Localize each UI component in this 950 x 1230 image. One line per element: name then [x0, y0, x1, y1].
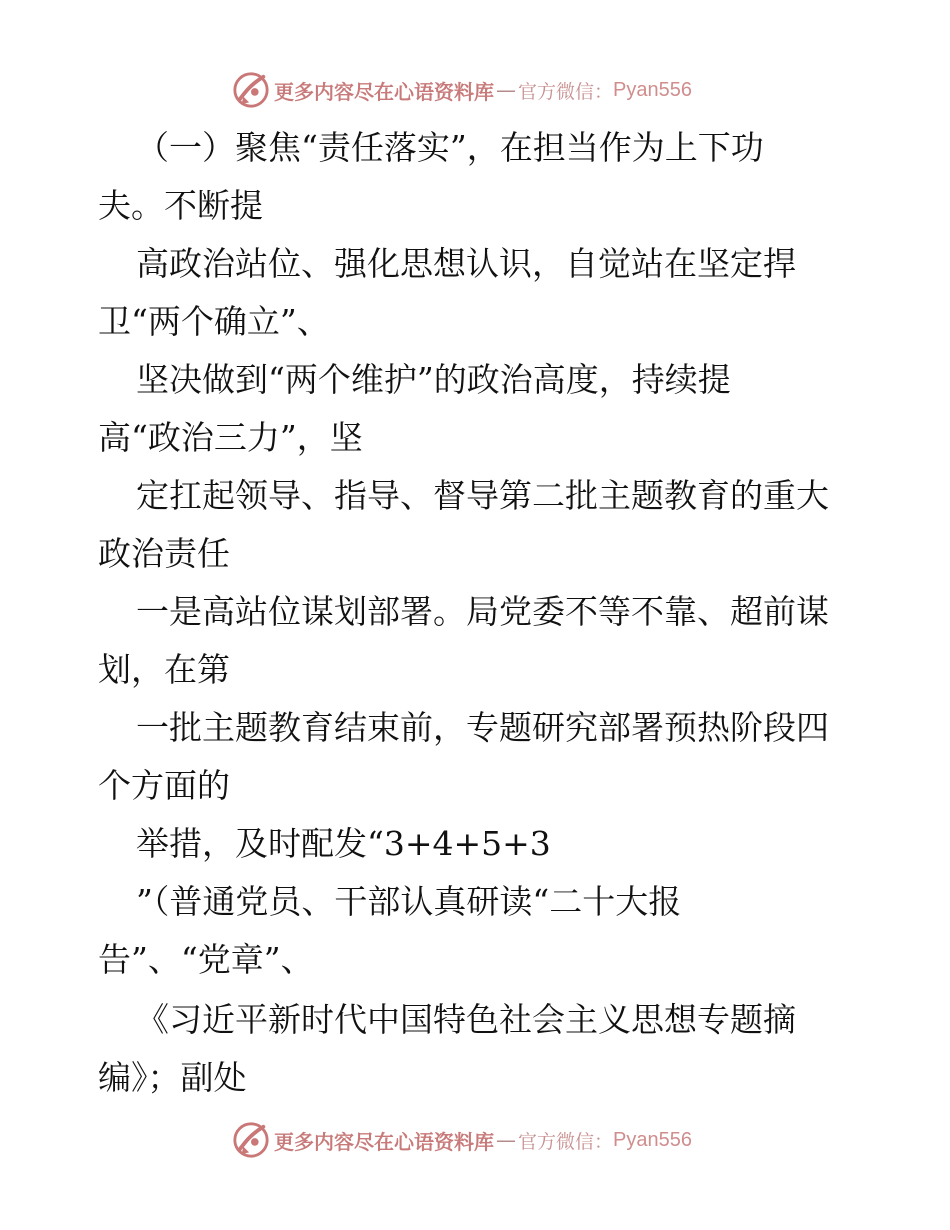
pen-seal-icon	[232, 1121, 270, 1159]
footer-watermark	[232, 1120, 692, 1160]
header-watermark	[232, 70, 692, 110]
text-line: 坚决做到“两个维护”的政治高度，持续提	[136, 360, 731, 399]
text-line: ”（普通党员、干部认真研读“二十大报	[136, 882, 682, 921]
watermark-wechat-label: 官方微信：	[518, 1130, 614, 1153]
watermark-wechat-id: Pyan556	[613, 1128, 692, 1151]
text-line: 高“政治三力”，坚	[98, 418, 363, 457]
watermark-dash: —	[496, 1128, 516, 1152]
text-line: 高政治站位、强化思想认识，自觉站在坚定捍	[136, 244, 796, 283]
text-line: 夫。不断提	[98, 186, 263, 225]
text-line: 个方面的	[98, 766, 230, 805]
text-line: 一是高站位谋划部署。局党委不等不靠、超前谋	[136, 592, 829, 631]
text-line: 政治责任	[98, 534, 230, 573]
text-line: 定扛起领导、指导、督导第二批主题教育的重大	[136, 476, 829, 515]
watermark-wechat-id: Pyan556	[613, 78, 692, 101]
text-line: 告”、“党章”、	[98, 940, 314, 979]
text-line: 一批主题教育结束前，专题研究部署预热阶段四	[136, 708, 829, 747]
text-line: （一）聚焦“责任落实”，在担当作为上下功	[136, 128, 764, 167]
watermark-dash: —	[496, 78, 516, 102]
pen-seal-icon	[232, 71, 270, 109]
text-line: 举措，及时配发“3+4+5+3	[136, 824, 551, 863]
text-line: 编》；副处	[98, 1058, 247, 1097]
text-line: 卫“两个确立”、	[98, 302, 330, 341]
text-line: 《习近平新时代中国特色社会主义思想专题摘	[136, 1000, 796, 1039]
watermark-site-text: 更多内容尽在心语资料库	[274, 79, 494, 104]
watermark-site-text: 更多内容尽在心语资料库	[274, 1129, 494, 1154]
watermark-wechat-label: 官方微信：	[518, 80, 614, 103]
text-line: 划，在第	[98, 650, 230, 689]
